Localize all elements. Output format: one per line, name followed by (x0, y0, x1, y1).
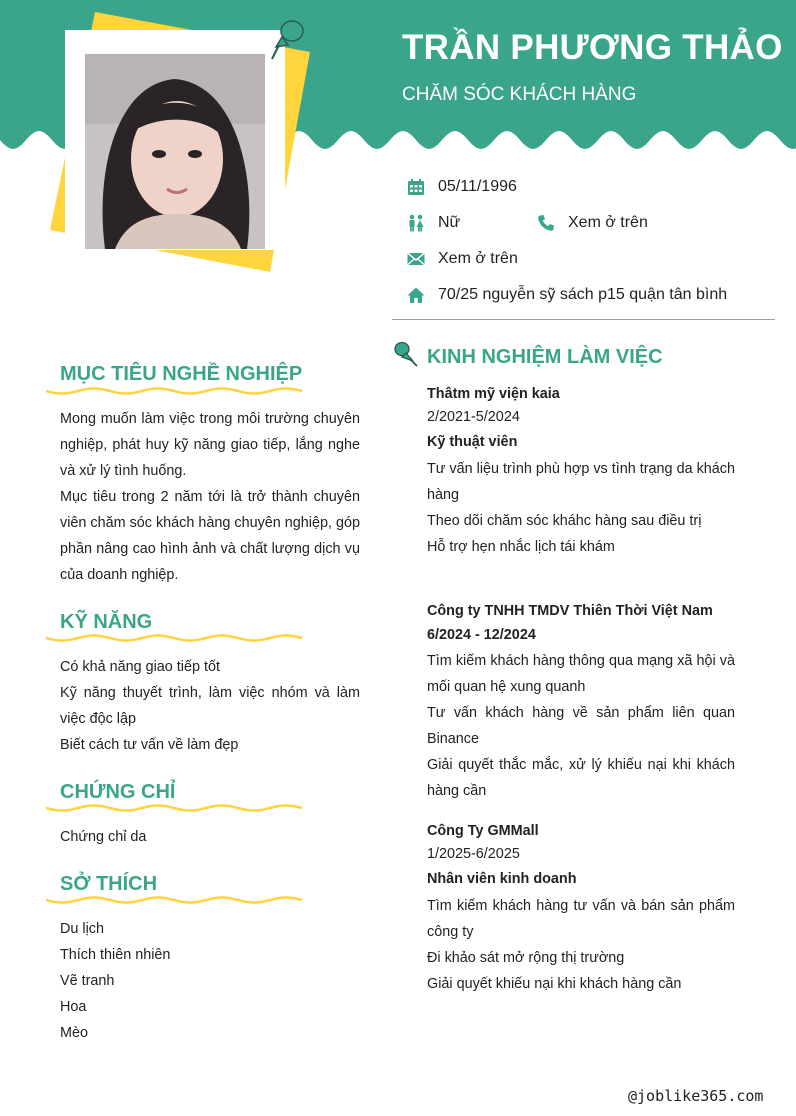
job-company: Thâtm mỹ viện kaia (427, 386, 560, 402)
skills-list (60, 654, 360, 758)
job-period: 2/2021-5/2024 (427, 409, 520, 425)
skill-item: Biết cách tư vấn về làm đẹp (60, 737, 239, 753)
certificates-list (60, 824, 360, 850)
phone-row (537, 214, 648, 232)
section-underline (46, 384, 304, 398)
hobby-item: Vẽ tranh (60, 973, 115, 989)
job-entry (427, 600, 735, 804)
job-duty: Hỗ trợ hẹn nhắc lịch tái khám (427, 539, 615, 555)
phone-icon (537, 214, 555, 232)
email-row (407, 250, 518, 268)
hobby-item: Hoa (60, 999, 87, 1015)
hobby-item: Du lịch (60, 921, 104, 937)
objective-paragraph: Mong muốn làm việc trong môi trường chuyên nghiệp, phát huy kỹ năng giao tiếp, lắng nghe và xử lý tình huống. (60, 411, 360, 479)
job-duty: Tìm kiếm khách hàng tư vấn và bán sản phẩm công ty (427, 898, 735, 940)
hobbies-list (60, 916, 360, 1046)
certificates-title: CHỨNG CHỈ (60, 781, 176, 803)
job-company: Công Ty GMMall (427, 823, 539, 839)
skills-title: KỸ NĂNG (60, 611, 153, 633)
job-company: Công ty TNHH TMDV Thiên Thời Việt Nam (427, 603, 713, 619)
hobby-item: Mèo (60, 1025, 88, 1041)
job-duty: Theo dõi chăm sóc kháhc hàng sau điều trị (427, 513, 702, 529)
job-entry (427, 820, 735, 997)
experience-title: KINH NGHIỆM LÀM VIỆC (427, 346, 663, 368)
job-title: Nhân viên kinh doanh (427, 871, 577, 887)
hobby-item: Thích thiên nhiên (60, 947, 171, 963)
email-icon (407, 250, 425, 268)
job-period: 1/2025-6/2025 (427, 846, 520, 862)
divider (392, 319, 775, 320)
candidate-role: CHĂM SÓC KHÁCH HÀNG (402, 84, 637, 105)
address-value: 70/25 nguyễn sỹ sách p15 quận tân bình (438, 286, 728, 303)
job-duty: Tư vấn liệu trình phù hợp vs tình trạng da khách hàng (427, 461, 735, 503)
birthday-row (407, 178, 517, 196)
skill-item: Kỹ năng thuyết trình, làm việc nhóm và làm việc độc lập (60, 685, 360, 727)
job-duty: Đi khảo sát mở rộng thị trường (427, 950, 625, 966)
section-underline (46, 631, 304, 645)
section-underline (46, 801, 304, 815)
objective-paragraph: Mục tiêu trong 2 năm tới là trở thành chuyên viên chăm sóc khách hàng chuyên nghiệp, góp phần nâng cao hình ảnh và chất lượng dịch vụ của doanh nghiệp. (60, 489, 361, 583)
job-duty: Giải quyết khiếu nại khi khách hàng cần (427, 976, 682, 992)
phone-value: Xem ở trên (568, 214, 648, 231)
email-value: Xem ở trên (438, 250, 518, 267)
gender-icon (407, 214, 425, 232)
job-period: 6/2024 - 12/2024 (427, 627, 536, 643)
job-title: Kỹ thuật viên (427, 434, 518, 450)
pushpin-icon (268, 15, 308, 61)
calendar-icon (407, 178, 425, 196)
address-row (407, 286, 727, 304)
photo-frame (65, 30, 285, 250)
profile-photo (85, 54, 265, 249)
job-duty: Tư vấn khách hàng về sản phẩm liên quan Binance (427, 705, 735, 747)
watermark: @joblike365.com (628, 1087, 764, 1105)
objective-title: MỤC TIÊU NGHỀ NGHIỆP (60, 363, 303, 385)
skill-item: Có khả năng giao tiếp tốt (60, 659, 221, 675)
section-underline (46, 893, 304, 907)
objective-text (60, 406, 360, 588)
candidate-name: TRẦN PHƯƠNG THẢO (402, 28, 783, 67)
hobbies-title: SỞ THÍCH (60, 873, 158, 895)
birthday-value: 05/11/1996 (438, 178, 517, 195)
job-duty: Tìm kiếm khách hàng thông qua mạng xã hội và mối quan hệ xung quanh (427, 653, 735, 695)
job-entry (427, 383, 735, 560)
job-duty: Giải quyết thắc mắc, xử lý khiếu nại khi khách hàng cần (427, 757, 735, 799)
pushpin-icon (392, 340, 420, 368)
home-icon (407, 286, 425, 304)
gender-value: Nữ (438, 214, 461, 231)
certificate-item: Chứng chỉ da (60, 829, 147, 845)
gender-row (407, 214, 460, 232)
